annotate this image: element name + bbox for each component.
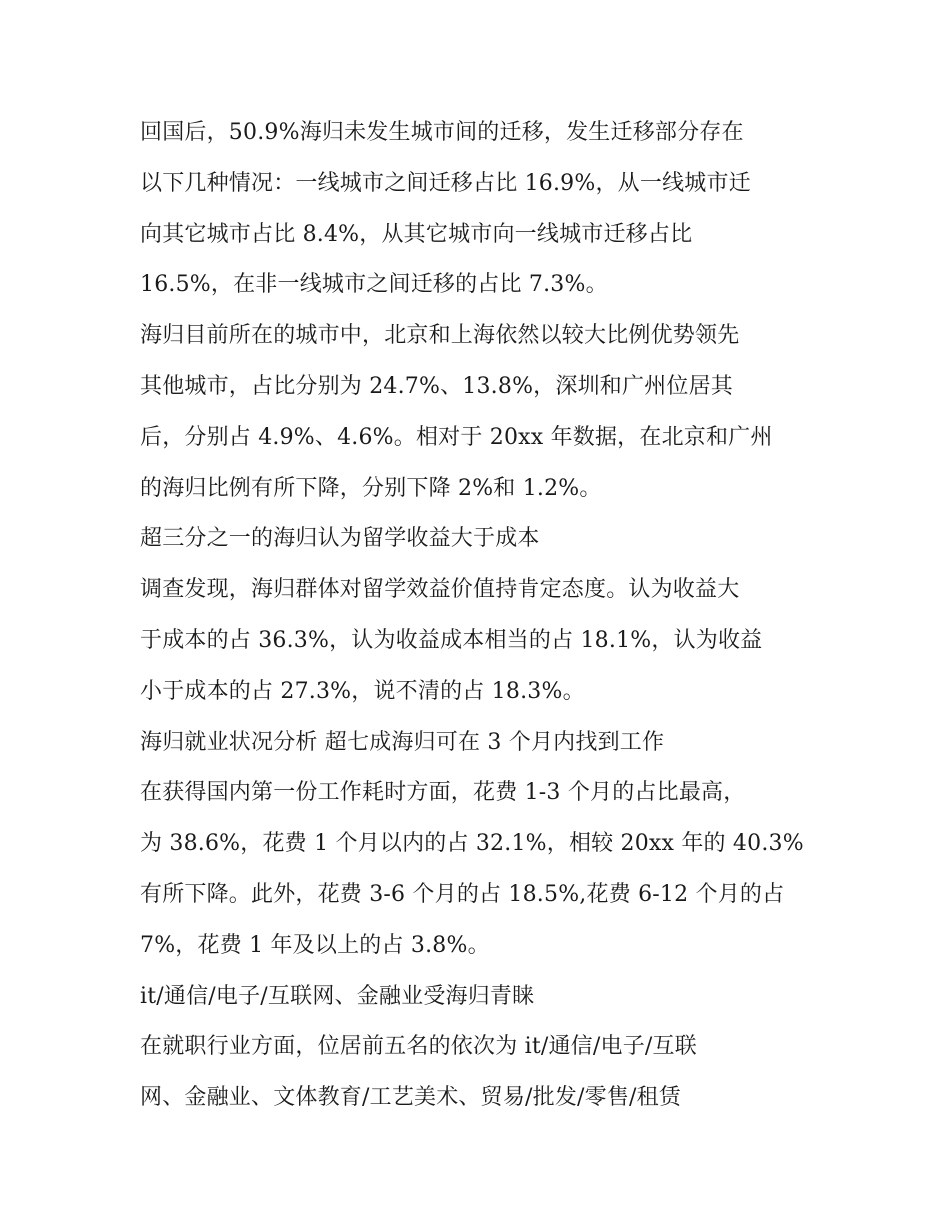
text-line: 7%，花费 1 年及以上的占 3.8%。 <box>140 932 490 958</box>
section-heading-line: 超三分之一的海归认为留学收益大于成本 <box>140 526 540 552</box>
text-line: 回国后，50.9%海归未发生城市间的迁移，发生迁移部分存在 <box>140 120 744 145</box>
text-line: 海归目前所在的城市中，北京和上海依然以较大比例优势领先 <box>140 323 740 349</box>
text-line: 在就职行业方面，位居前五名的依次为 it/通信/电子/互联 <box>140 1034 697 1060</box>
text-line: 调查发现，海归群体对留学效益价值持肯定态度。认为收益大 <box>140 577 740 603</box>
text-line: 16.5%，在非一线城市之间迁移的占比 7.3%。 <box>140 272 608 298</box>
text-line: 向其它城市占比 8.4%，从其它城市向一线城市迁移占比 <box>140 221 693 247</box>
document-body <box>140 108 820 1124</box>
text-line: 在获得国内第一份工作耗时方面，花费 1-3 个月的占比最高， <box>140 780 746 806</box>
text-line: 于成本的占 36.3%，认为收益成本相当的占 18.1%，认为收益 <box>140 627 763 653</box>
text-line: 为 38.6%，花费 1 个月以内的占 32.1%，相较 20xx 年的 40.3% <box>140 831 804 857</box>
text-line: 后，分别占 4.9%、4.6%。相对于 20xx 年数据，在北京和广州 <box>140 424 773 450</box>
text-line: 其他城市，占比分别为 24.7%、13.8%，深圳和广州位居其 <box>140 373 733 399</box>
text-line: 以下几种情况：一线城市之间迁移占比 16.9%，从一线城市迁 <box>140 170 751 196</box>
text-line: 的海归比例有所下降，分别下降 2%和 1.2%。 <box>140 475 602 501</box>
text-line: 网、金融业、文体教育/工艺美术、贸易/批发/零售/租赁 <box>140 1085 682 1111</box>
section-heading-line: it/通信/电子/互联网、金融业受海归青睐 <box>140 983 535 1009</box>
text-line: 有所下降。此外，花费 3-6 个月的占 18.5%,花费 6-12 个月的占 <box>140 881 785 907</box>
section-heading-line: 海归就业状况分析 超七成海归可在 3 个月内找到工作 <box>140 729 665 755</box>
text-line: 小于成本的占 27.3%，说不清的占 18.3%。 <box>140 678 585 704</box>
